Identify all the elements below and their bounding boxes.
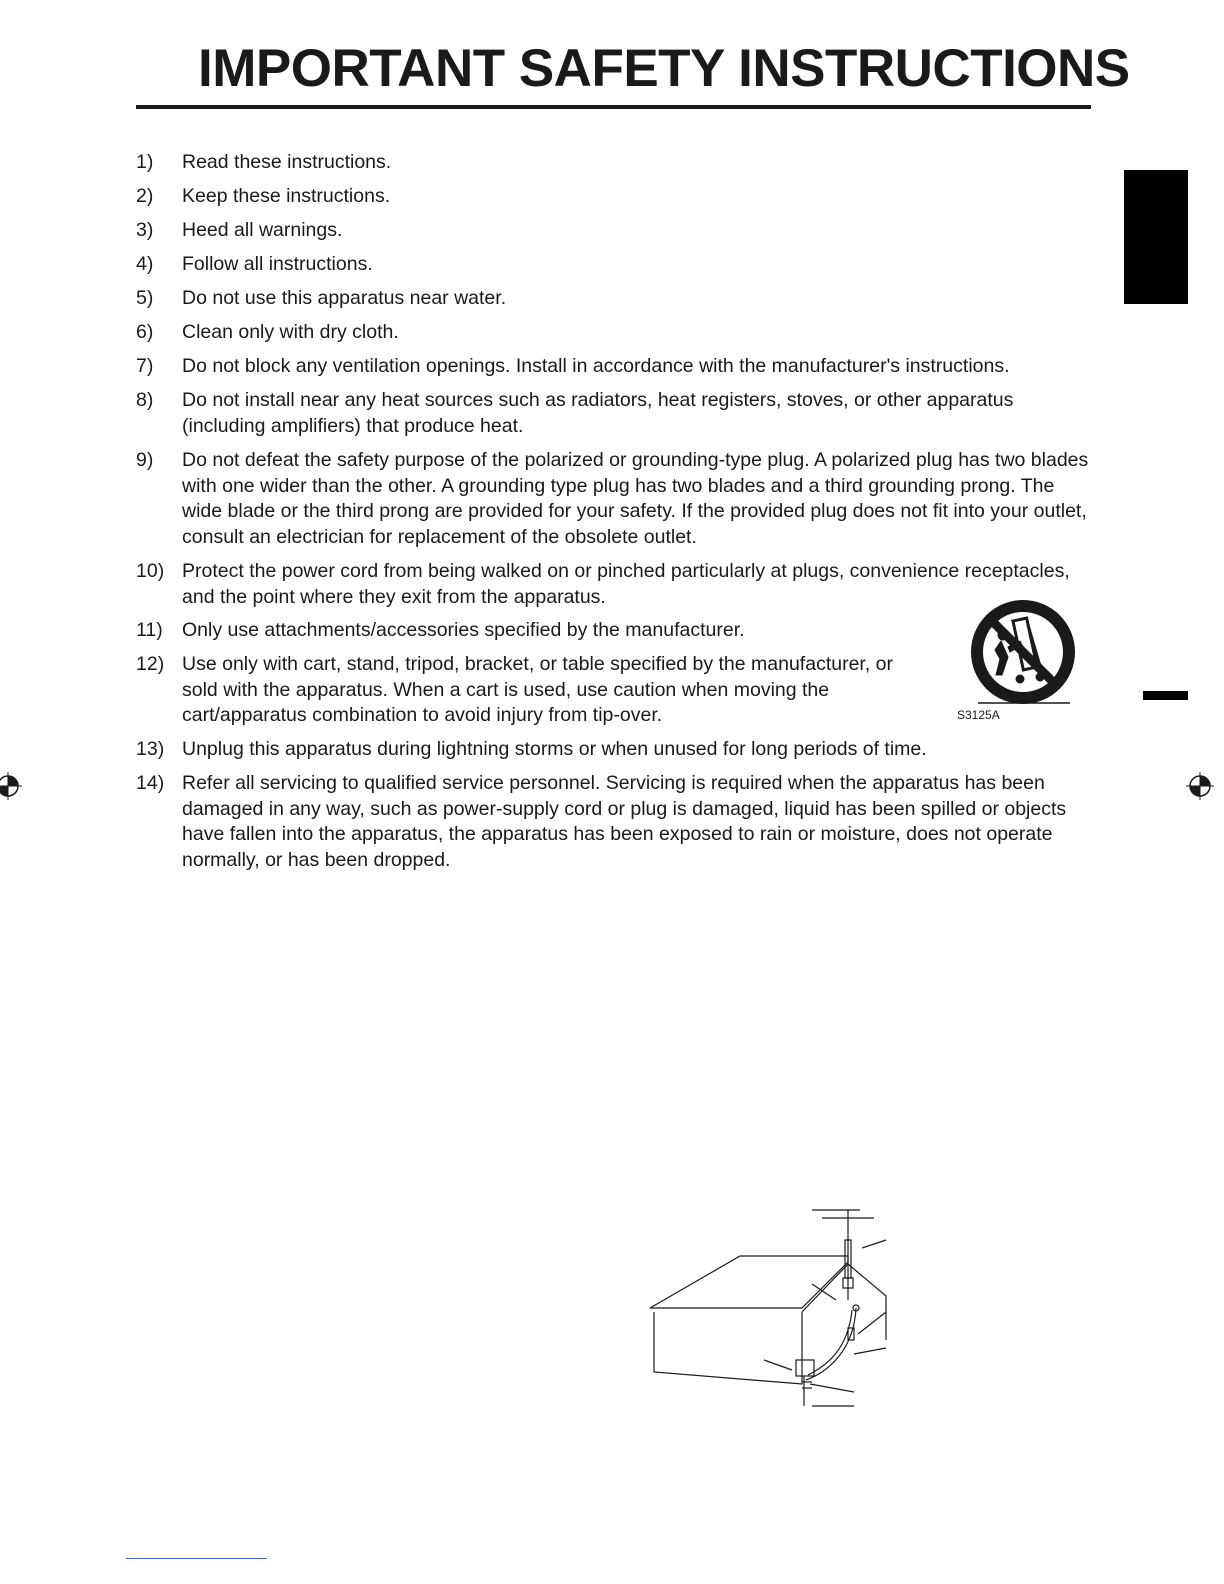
instruction-text: Only use attachments/accessories specified by the manufacturer. <box>182 619 745 641</box>
title-underline <box>136 105 1091 109</box>
instruction-number: 5) <box>136 287 154 309</box>
instruction-text: Refer all servicing to qualified service personnel. Servicing is required when the apparatus has been damaged in any way, such as power-supply cord or plug is damaged, liquid has been spilled or objects have fallen into the apparatus, the apparatus has been exposed to rain or moisture, does not operate normally, or has been dropped. <box>182 772 1067 872</box>
instruction-text: Follow all instructions. <box>182 253 373 275</box>
instruction-text: Use only with cart, stand, tripod, bracket, or table specified by the manufacturer, or sold with the apparatus. When a cart is used, use caution when moving the cart/apparatus combination to avoid injury from tip-over. <box>182 653 894 727</box>
instruction-text: Keep these instructions. <box>182 185 391 207</box>
instruction-text: Heed all warnings. <box>182 219 343 241</box>
instruction-number: 4) <box>136 253 154 275</box>
instruction-text: Do not block any ventilation openings. Install in accordance with the manufacturer's instructions. <box>182 355 1010 377</box>
instruction-number: 6) <box>136 321 154 343</box>
instruction-text: Do not use this apparatus near water. <box>182 287 507 309</box>
instruction-text: Do not defeat the safety purpose of the polarized or grounding-type plug. A polarized plug has two blades with one wider than the other. A grounding type plug has two blades and a third grounding prong. The wide blade or the third prong are provided for your safety. If the provided plug does not fit into your outlet, consult an electrician for replacement of the obsolete outlet. <box>182 449 1089 549</box>
instruction-number: 9) <box>136 449 154 471</box>
instruction-number: 8) <box>136 389 154 411</box>
antenna-grounding-diagram <box>640 1200 900 1420</box>
instruction-text: Clean only with dry cloth. <box>182 321 399 343</box>
cart-warning-code: S3125A <box>957 708 1000 722</box>
registration-mark-icon <box>0 772 22 800</box>
instruction-text: Do not install near any heat sources such as radiators, heat registers, stoves, or other apparatus (including amplifiers) that produce heat. <box>182 389 1014 437</box>
instruction-text: Read these instructions. <box>182 151 392 173</box>
instruction-number: 1) <box>136 151 154 173</box>
instruction-number: 12) <box>136 653 165 675</box>
section-tab-marker-small <box>1143 691 1188 700</box>
instruction-text: Unplug this apparatus during lightning storms or when unused for long periods of time. <box>182 738 927 760</box>
instruction-number: 3) <box>136 219 154 241</box>
instruction-text: Protect the power cord from being walked on or pinched particularly at plugs, convenience receptacles, and the point where they exit from the apparatus. <box>182 560 1070 608</box>
registration-mark-icon <box>1186 772 1214 800</box>
instruction-number: 14) <box>136 772 165 794</box>
instruction-number: 10) <box>136 560 165 582</box>
footer-rule <box>126 1558 267 1559</box>
page-title: IMPORTANT SAFETY INSTRUCTIONS <box>198 39 1130 98</box>
instruction-number: 7) <box>136 355 154 377</box>
section-tab-marker <box>1124 170 1188 304</box>
cart-tip-over-warning-icon <box>958 595 1088 725</box>
instruction-number: 2) <box>136 185 154 207</box>
instruction-number: 11) <box>136 619 163 641</box>
instruction-number: 13) <box>136 738 165 760</box>
